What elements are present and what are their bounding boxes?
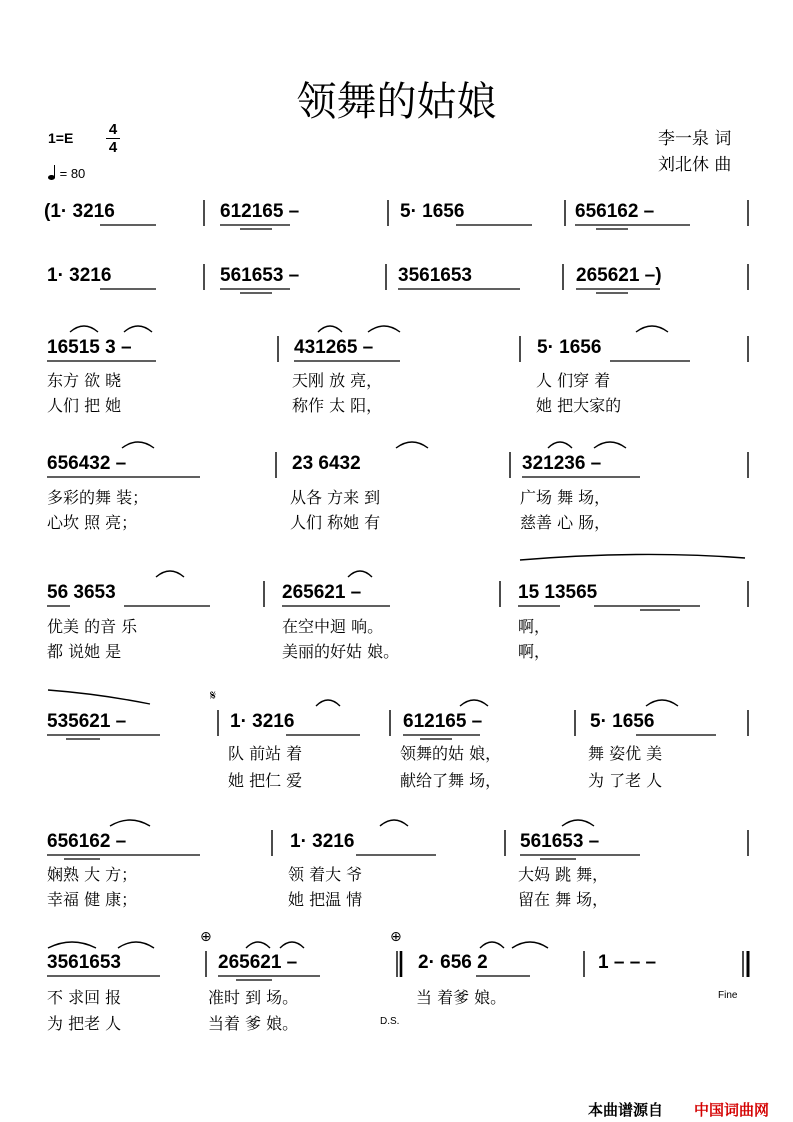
row-6-lyric-3: 舞 姿优 美 — [588, 744, 663, 763]
row-3-lyric-5: 称作 太 阳， — [292, 396, 383, 415]
time-signature-bottom: 4 — [108, 139, 118, 156]
row-4-measure-2: 23 6432 — [292, 453, 361, 474]
row-2-measure-2: 561653 – — [220, 265, 300, 286]
row-1-measure-1: (1· 3216 — [44, 201, 115, 222]
row-3-lyric-3: 人 们穿 着 — [536, 371, 611, 390]
row-8-measure-4: 1 – – – — [598, 952, 657, 973]
tempo-value: = 80 — [59, 166, 86, 181]
composer-credit: 刘北休 曲 — [658, 155, 732, 175]
row-4-lyric-3: 广场 舞 场， — [520, 488, 611, 507]
row-7-measure-1: 656162 – — [47, 831, 127, 852]
row-7-lyric-5: 她 把温 情 — [288, 890, 363, 909]
row-6-lyric-1: 队 前站 着 — [228, 744, 303, 763]
row-5-lyric-5: 美丽的好姑 娘。 — [282, 642, 400, 661]
row-4-measure-1: 656432 – — [47, 453, 127, 474]
key-signature: 1=E — [48, 130, 74, 146]
row-7-measure-2: 1· 3216 — [290, 831, 355, 852]
time-signature-top: 4 — [108, 121, 118, 138]
row-5-measure-3: 15 13565 — [518, 582, 598, 603]
row-7-lyric-1: 娴熟 大 方； — [47, 865, 138, 884]
row-3-measure-3: 5· 1656 — [537, 337, 602, 358]
row-5-lyric-4: 都 说她 是 — [47, 642, 122, 661]
row-6-lyric-5: 献给了舞 场， — [400, 771, 502, 790]
fine-mark: Fine — [718, 990, 738, 1001]
row-2-measure-1: 1· 3216 — [47, 265, 112, 286]
row-7-measure-3: 561653 – — [520, 831, 600, 852]
row-7-lyric-4: 幸福 健 康； — [47, 890, 138, 909]
coda-icon-1: ⊕ — [200, 929, 212, 945]
lyricist-credit: 李一泉 词 — [658, 129, 732, 149]
row-8-lyric-2: 准时 到 场。 — [208, 988, 299, 1007]
row-6-measure-4: 5· 1656 — [590, 711, 655, 732]
row-3-lyric-4: 人们 把 她 — [47, 396, 122, 415]
row-4-lyric-1: 多彩的舞 装； — [47, 488, 149, 507]
coda-icon-2: ⊕ — [390, 929, 402, 945]
ds-mark: D.S. — [380, 1016, 400, 1027]
row-2-measure-4: 265621 –) — [576, 265, 662, 286]
row-7-lyric-2: 领 着大 爷 — [288, 865, 363, 884]
row-3-lyric-2: 天刚 放 亮， — [292, 371, 383, 390]
source-label: 本曲谱源自 — [588, 1101, 664, 1119]
row-1-measure-4: 656162 – — [575, 201, 655, 222]
source-site: 中国词曲网 — [694, 1101, 770, 1119]
row-8-measure-1: 3561653 — [47, 952, 121, 973]
row-1-measure-2: 612165 – — [220, 201, 300, 222]
row-4-lyric-6: 慈善 心 肠， — [520, 513, 611, 532]
song-title: 领舞的姑娘 — [296, 79, 497, 125]
row-4-lyric-2: 从各 方来 到 — [290, 488, 381, 507]
row-4-lyric-4: 心坎 照 亮； — [47, 513, 138, 532]
row-8-lyric-5: 当着 爹 娘。 — [208, 1014, 299, 1033]
row-5-lyric-2: 在空中迴 响。 — [282, 617, 384, 636]
row-6-measure-2: 1· 3216 — [230, 711, 295, 732]
row-7-lyric-3: 大妈 跳 舞， — [518, 865, 609, 884]
row-6-measure-1: 535621 – — [47, 711, 127, 732]
row-2-measure-3: 3561653 — [398, 265, 472, 286]
row-4-measure-3: 321236 – — [522, 453, 602, 474]
row-5-measure-1: 56 3653 — [47, 582, 116, 603]
row-4-lyric-5: 人们 称她 有 — [290, 513, 381, 532]
row-8-measure-3: 2· 656 2 — [418, 952, 488, 973]
row-5-lyric-3: 啊， — [518, 617, 551, 636]
row-1-measure-3: 5· 1656 — [400, 201, 465, 222]
row-8-lyric-1: 不 求回 报 — [47, 988, 122, 1007]
row-3-measure-1: 16515 3 – — [47, 337, 132, 358]
row-6-lyric-6: 为 了老 人 — [588, 771, 663, 790]
row-3-lyric-1: 东方 欲 晓 — [47, 371, 122, 390]
row-6-measure-3: 612165 – — [403, 711, 483, 732]
row-3-lyric-6: 她 把大家的 — [536, 396, 622, 415]
row-8-lyric-3: 当 着爹 娘。 — [416, 988, 507, 1007]
row-8-measure-2: 265621 – — [218, 952, 298, 973]
row-8-lyric-4: 为 把老 人 — [47, 1014, 122, 1033]
row-5-lyric-1: 优美 的音 乐 — [47, 617, 138, 636]
row-7-lyric-6: 留在 舞 场， — [518, 890, 609, 909]
row-3-measure-2: 431265 – — [294, 337, 374, 358]
segno-icon: 𝄋 — [210, 688, 217, 704]
row-6-lyric-2: 领舞的姑 娘， — [400, 744, 502, 763]
row-6-lyric-4: 她 把仁 爱 — [228, 771, 303, 790]
row-5-measure-2: 265621 – — [282, 582, 362, 603]
row-5-lyric-6: 啊， — [518, 642, 551, 661]
